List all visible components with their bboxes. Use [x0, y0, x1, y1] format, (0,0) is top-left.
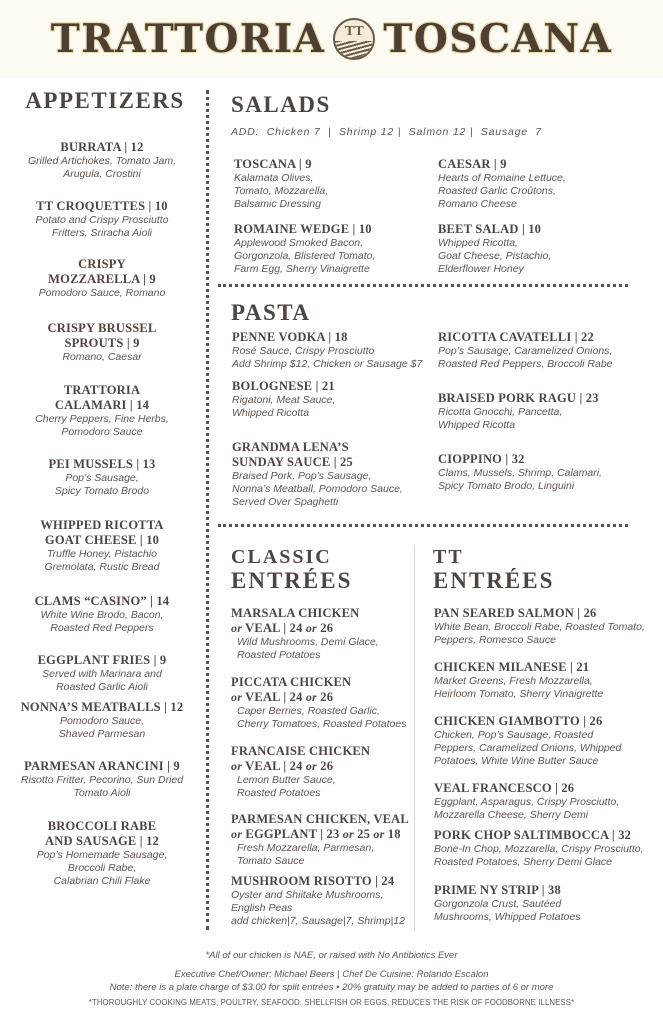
price: VEAL | 24	[242, 759, 306, 773]
column-divider-dotted	[206, 90, 209, 930]
item-name: SPROUTS | 9	[64, 336, 140, 350]
or-word: or	[231, 827, 243, 841]
item-desc: Roasted Potatoes	[237, 787, 321, 799]
chef-credits: Executive Chef/Owner: Michael Beers | Chef De Cuisine: Rolando Escalon	[174, 969, 489, 980]
classic-entrees-title	[231, 545, 352, 593]
item-desc: Rigatoni, Meat Sauce,	[232, 394, 336, 406]
item-name: MOZZARELLA | 9	[48, 272, 156, 286]
item-desc: Pomodoro Sauce,	[59, 715, 145, 727]
menu-item-grandma-lenas-sunday-sauce	[232, 440, 403, 509]
menu-item-pork-chop-saltimbocca	[434, 828, 644, 869]
menu-header	[0, 0, 663, 78]
item-name: PENNE VODKA | 18	[232, 330, 348, 344]
or-word: or	[231, 690, 243, 704]
or-word: or	[342, 827, 354, 841]
item-name: GOAT CHEESE | 10	[44, 533, 160, 547]
item-desc: Mushrooms, Whipped Potatoes	[434, 911, 581, 923]
appetizers-title: APPETIZERS	[25, 88, 185, 113]
entree-column-divider	[414, 545, 415, 930]
price: 25	[353, 827, 374, 841]
item-desc: Caper Berries, Roasted Garlic,	[237, 705, 380, 717]
item-desc: Romano Cheese	[438, 198, 517, 210]
menu-item-toscana-salad	[234, 157, 328, 211]
item-name: PORK CHOP SALTIMBOCCA | 32	[434, 828, 632, 842]
menu-item-bolognese	[232, 379, 335, 420]
menu-item-penne-vodka	[232, 330, 422, 371]
item-price-line	[231, 827, 409, 842]
item-desc: Add Shrimp $12, Chicken or Sausage $7	[232, 358, 423, 370]
item-name: CRISPY	[78, 257, 126, 271]
item-desc: Fresh Mozzarella, Parmesan,	[237, 842, 375, 854]
item-desc: Spicy Tomato Brodo, Linguini	[438, 480, 575, 492]
item-desc: Pop’s Sausage, Caramelized Onions,	[438, 345, 613, 357]
title-line: CLASSIC	[231, 546, 332, 568]
item-desc: Tomato Sauce	[237, 855, 305, 867]
item-name: CHICKEN GIAMBOTTO | 26	[434, 714, 603, 728]
item-desc: Applewood Smoked Bacon,	[234, 237, 363, 249]
menu-item-romaine-wedge	[234, 222, 375, 276]
price: VEAL | 24	[242, 621, 306, 635]
item-name: GRANDMA LENA’S	[232, 440, 349, 454]
item-desc: Roasted Garlic Croûtons,	[438, 185, 556, 197]
item-desc: Kalamata Olives,	[234, 172, 314, 184]
item-desc: Tomato Aioli	[73, 787, 131, 799]
item-name: PARMESAN CHICKEN, VEAL	[231, 812, 409, 826]
item-name: NONNA’S MEATBALLS | 12	[20, 700, 184, 714]
item-desc: Roasted Potatoes, Sherry Demi Glace	[434, 856, 612, 868]
item-name: MARSALA CHICKEN	[231, 606, 360, 620]
brand-word-right: TOSCANA	[383, 16, 613, 62]
item-desc: Pomodoro Sauce, Romano	[38, 287, 166, 299]
item-name: CIOPPINO | 32	[438, 452, 525, 466]
item-desc: Balsamic Dressing	[234, 198, 321, 210]
menu-item-caesar-salad	[438, 157, 566, 211]
item-name: RICOTTA CAVATELLI | 22	[438, 330, 594, 344]
item-desc: Pop’s Sausage,	[65, 472, 139, 484]
menu-item-chicken-milanese	[434, 660, 603, 701]
item-desc: Heirloom Tomato, Sherry Vinaigrette	[434, 688, 604, 700]
item-desc: Peppers, Romesco Sauce	[434, 634, 556, 646]
item-name: ROMAINE WEDGE | 10	[234, 222, 372, 236]
item-desc: Goat Cheese, Pistachio,	[438, 250, 552, 262]
item-name: PEI MUSSELS | 13	[48, 457, 156, 471]
item-price-line	[231, 621, 379, 636]
title-line: ENTRÉES	[433, 568, 555, 593]
item-name: TRATTORIA	[63, 383, 141, 397]
item-desc: Mozzarella Cheese, Sherry Demi	[434, 809, 589, 821]
menu-item-parmesan-arancini	[0, 759, 204, 800]
price: 26	[316, 621, 334, 635]
menu-item-ricotta-cavatelli	[438, 330, 613, 371]
item-desc: Cherry Peppers, Fine Herbs,	[35, 413, 169, 425]
item-name: CRISPY BRUSSEL	[47, 321, 157, 335]
item-desc: Clams, Mussels, Shrimp, Calamari,	[438, 467, 602, 479]
appetizers-section	[0, 88, 204, 124]
item-desc: Farm Egg, Sherry Vinaigrette	[234, 263, 370, 275]
menu-item-pan-seared-salmon	[434, 606, 645, 647]
item-name: BEET SALAD | 10	[438, 222, 542, 236]
item-desc: Broccoli Rabe,	[67, 862, 137, 874]
item-name: FRANCAISE CHICKEN	[231, 744, 371, 758]
item-desc: Romano, Caesar	[62, 351, 142, 363]
item-name: PAN SEARED SALMON | 26	[434, 606, 597, 620]
item-desc: Cherry Tomatoes, Roasted Potatoes	[237, 718, 407, 730]
item-desc: Whipped Ricotta,	[438, 237, 518, 249]
item-desc: Hearts of Romaine Lettuce,	[438, 172, 566, 184]
menu-item-clams-casino	[0, 594, 204, 635]
item-desc: Tomato, Mozzarella,	[234, 185, 329, 197]
item-desc: Roasted Garlic Aioli	[56, 681, 148, 693]
item-desc: Peppers, Caramelized Onions, Whipped	[434, 742, 622, 754]
menu-item-crispy-brussel-sprouts	[0, 321, 204, 364]
menu-item-tt-croquettes	[0, 199, 204, 240]
item-desc: Elderflower Honey	[438, 263, 524, 275]
item-name: PICCATA CHICKEN	[231, 675, 352, 689]
or-word: or	[305, 621, 317, 635]
item-desc: Spicy Tomato Brodo	[54, 485, 150, 497]
item-desc: Eggplant, Asparagus, Crispy Prosciutto,	[434, 796, 620, 808]
brand-word-left: TRATTORIA	[50, 16, 326, 62]
menu-item-piccata	[231, 675, 406, 731]
item-desc: Gorgonzola, Blistered Tomato,	[234, 250, 376, 262]
price: 26	[316, 690, 334, 704]
item-desc: Ricotta Gnocchi, Pancetta,	[438, 406, 563, 418]
item-name: CAESAR | 9	[438, 157, 507, 171]
menu-item-broccoli-rabe-sausage	[0, 819, 204, 888]
logo-monogram: TT	[345, 24, 364, 39]
price: VEAL | 24	[242, 690, 306, 704]
item-name: BOLOGNESE | 21	[232, 379, 335, 393]
item-name: AND SAUSAGE | 12	[45, 834, 159, 848]
title-line: ENTRÉES	[231, 568, 353, 593]
menu-item-prime-ny-strip	[434, 883, 581, 924]
item-name: MUSHROOM RISOTTO | 24	[231, 874, 395, 888]
item-desc: Roasted Potatoes	[237, 649, 321, 661]
item-desc: Bone-In Chop, Mozzarella, Crispy Prosciutto,	[434, 843, 644, 855]
item-name: WHIPPED RICOTTA	[40, 518, 164, 532]
item-desc: Gremolata, Rustic Bread	[44, 561, 160, 573]
food-safety-warning: *THOROUGHLY COOKING MEATS, POULTRY, SEAFOOD, SHELLFISH OR EGGS, REDUCES THE RISK OF FOODBORNE ILLNESS*	[88, 998, 575, 1007]
item-name: CHICKEN MILANESE | 21	[434, 660, 590, 674]
price: 26	[316, 759, 334, 773]
menu-item-parmesan	[231, 812, 409, 868]
item-desc: Grilled Artichokes, Tomato Jam,	[27, 155, 177, 167]
item-desc: Arugula, Crostini	[63, 168, 141, 180]
tt-entrees-title	[433, 545, 554, 593]
plate-charge-note: Note: there is a plate charge of $3.00 for split entrées • 20% gratuity may be added to parties of 6 or more	[109, 982, 554, 993]
item-desc: Roasted Red Peppers, Broccoli Rabe	[438, 358, 613, 370]
menu-item-mushroom-risotto	[231, 874, 405, 928]
item-desc: Risotto Fritter, Pecorino, Sun Dried	[20, 774, 184, 786]
item-desc: Served Over Spaghetti	[232, 496, 339, 508]
item-desc: Fritters, Sriracha Aioli	[52, 227, 152, 239]
menu-item-marsala	[231, 606, 379, 662]
item-desc: Braised Pork, Pop’s Sausage,	[232, 470, 372, 482]
menu-item-trattoria-calamari	[0, 383, 204, 439]
item-name: SUNDAY SAUCE | 25	[232, 455, 353, 469]
item-desc: Lemon Butter Sauce,	[237, 774, 336, 786]
section-divider-dotted	[218, 524, 628, 527]
chicken-note: *All of our chicken is NAE, or raised with No Antibiotics Ever	[205, 950, 458, 961]
item-desc: add chicken|7, Sausage|7, Shrimp|12	[231, 915, 405, 927]
item-desc: Potatoes, White Wine Butter Sauce	[434, 755, 599, 767]
item-desc: Whipped Ricotta	[438, 419, 516, 431]
item-desc: Nonna’s Meatball, Pomodoro Sauce,	[232, 483, 403, 495]
item-name: BROCCOLI RABE	[47, 819, 157, 833]
item-desc: White Wine Brodo, Bacon,	[40, 609, 164, 621]
menu-item-cioppino	[438, 452, 602, 493]
item-desc: Potato and Crispy Prosciutto	[35, 214, 169, 226]
salads-add-ons: ADD: Chicken 7 | Shrimp 12 | Salmon 12 | Sausage 7	[231, 126, 542, 138]
item-name: EGGPLANT FRIES | 9	[37, 653, 167, 667]
item-name: BURRATA | 12	[60, 140, 144, 154]
item-desc: Served with Marinara and	[42, 668, 162, 680]
item-name: CALAMARI | 14	[54, 398, 150, 412]
item-desc: Shaved Parmesan	[58, 728, 146, 740]
menu-item-pei-mussels	[0, 457, 204, 498]
item-price-line	[231, 759, 370, 774]
item-desc: Oyster and Shiitake Mushrooms,	[231, 889, 384, 901]
menu-item-whipped-ricotta	[0, 518, 204, 574]
menu-item-eggplant-fries	[0, 653, 204, 694]
item-desc: Whipped Ricotta	[232, 407, 310, 419]
item-desc: Chicken, Pop’s Sausage, Roasted	[434, 729, 594, 741]
item-desc: Roasted Red Peppers	[50, 622, 154, 634]
title-line: TT	[433, 546, 464, 568]
item-desc: Pop’s Homemade Sausage,	[36, 849, 168, 861]
or-word: or	[305, 690, 317, 704]
item-desc: English Peas	[231, 902, 293, 914]
menu-item-veal-francesco	[434, 781, 619, 822]
item-name: PRIME NY STRIP | 38	[434, 883, 561, 897]
item-name: BRAISED PORK RAGU | 23	[438, 391, 599, 405]
item-price-line	[231, 690, 406, 705]
item-name: TOSCANA | 9	[234, 157, 312, 171]
tuscan-landscape-logo-icon	[333, 18, 375, 60]
item-name: TT CROQUETTES | 10	[36, 199, 168, 213]
menu-item-nonnas-meatballs	[0, 700, 204, 741]
item-desc: White Bean, Broccoli Rabe, Roasted Tomato,	[434, 621, 645, 633]
item-desc: Pomodoro Sauce	[61, 426, 143, 438]
or-word: or	[305, 759, 317, 773]
salads-title: SALADS	[231, 92, 331, 117]
item-desc: Wild Mushrooms, Demi Glace,	[237, 636, 379, 648]
logo-fields-graphic	[335, 41, 373, 58]
price: EGGPLANT | 23	[242, 827, 343, 841]
or-word: or	[373, 827, 385, 841]
item-desc: Calabrian Chili Flake	[53, 875, 151, 887]
or-word: or	[231, 759, 243, 773]
menu-item-beet-salad	[438, 222, 551, 276]
or-word: or	[231, 621, 243, 635]
price: 18	[384, 827, 401, 841]
item-desc: Truffle Honey, Pistachio	[47, 548, 157, 560]
item-name: PARMESAN ARANCINI | 9	[24, 759, 180, 773]
item-name: VEAL FRANCESCO | 26	[434, 781, 575, 795]
menu-item-crispy-mozzarella	[0, 257, 204, 300]
pasta-title: PASTA	[231, 300, 311, 325]
menu-item-braised-pork-ragu	[438, 391, 599, 432]
section-divider-dotted	[218, 284, 628, 287]
menu-item-burrata	[0, 140, 204, 181]
menu-item-francaise	[231, 744, 370, 800]
item-desc: Market Greens, Fresh Mozzarella,	[434, 675, 593, 687]
item-desc: Rosé Sauce, Crispy Prosciutto	[232, 345, 375, 357]
item-name: CLAMS “CASINO” | 14	[34, 594, 170, 608]
item-desc: Gorgonzola Crust, Sautéed	[434, 898, 562, 910]
menu-item-chicken-giambotto	[434, 714, 621, 768]
